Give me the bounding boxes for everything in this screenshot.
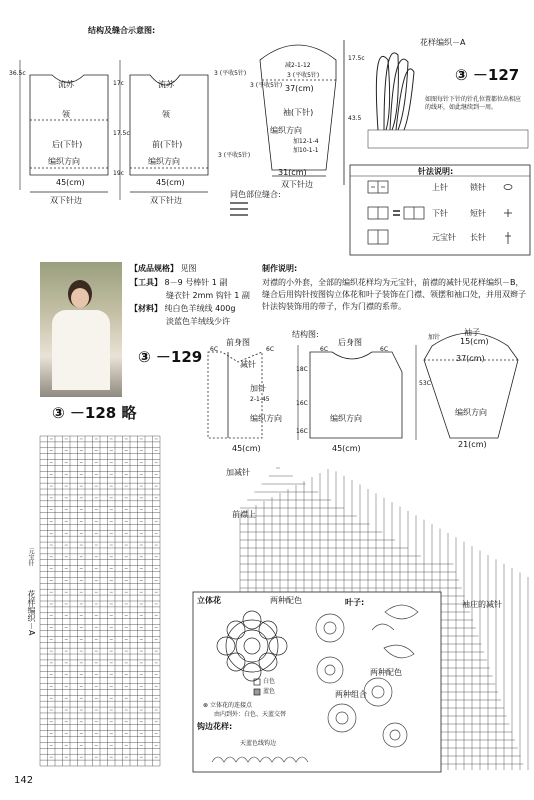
legend-item-1-symbol: 锁针: [470, 183, 486, 192]
structure-title: 结构及缝合示意图:: [88, 26, 156, 35]
blue-legend: 蓝色: [263, 688, 276, 695]
spec-material: [130, 304, 235, 314]
model-face: [71, 288, 89, 308]
legend-title: 针法说明:: [418, 167, 454, 176]
pattern-a-loops: [376, 53, 414, 130]
height-label-2: 17c: [113, 80, 124, 87]
chart-right-label: 袖庄的减针: [462, 600, 502, 609]
structure-label: 结构图:: [292, 330, 319, 339]
sleeve-inc-label: 加针: [428, 334, 441, 341]
front-width-label: 45(cm): [156, 178, 185, 187]
chart-left-note: 元宝针: [27, 548, 34, 566]
front-neck-label: 领: [162, 110, 170, 119]
height-16c: 16C: [296, 400, 308, 407]
legend-stitch-marks: [504, 209, 512, 244]
front-rib-label: 双下针边: [150, 196, 182, 205]
spec-tools-value-2: 缝衣针 2mm 钩针 1 副: [166, 291, 250, 300]
back-piece-outline: [310, 352, 402, 438]
front-inc-rule: 2-1-45: [250, 396, 270, 403]
spec-size-value: 见图: [180, 264, 197, 273]
spec-size: [130, 264, 197, 274]
page-number: 142: [14, 775, 34, 786]
leaf-two-colors: 两种配色: [370, 668, 402, 677]
front-inc-label: 加针: [250, 384, 266, 393]
legend-item-3-label: 元宝针: [432, 233, 456, 242]
sleeve-height-1: 17.5c: [348, 55, 365, 62]
front-6c-left: 6C: [210, 346, 219, 353]
back-neck-label: 领: [62, 110, 70, 119]
sleeve-piece-outline: [424, 333, 518, 438]
back-dir-label: 编织方向: [330, 414, 362, 423]
sleeve-dir-label: 编织方向: [455, 408, 487, 417]
code-128: ③ －128 略: [52, 404, 137, 422]
legend-item-2-symbol: 短针: [470, 209, 486, 218]
height-label-1: 36.5c: [9, 70, 26, 77]
flower-title: 立体花: [197, 596, 221, 605]
same-color-marks: [230, 203, 248, 215]
sleeve-height-2: 43.5: [348, 115, 362, 122]
front-dir-label: 编织方向: [250, 414, 282, 423]
legend-equals: [393, 211, 400, 215]
spec-material-label: 【材料】: [130, 304, 162, 313]
chart-left-label: 花样编织－A: [27, 590, 36, 636]
spec-tools-value: 8－9 号棒针 1 副: [164, 278, 228, 287]
back-6c-left: 6C: [320, 346, 329, 353]
legend-item-2-label: 下针: [432, 209, 448, 218]
front-dec-label: 减针: [240, 360, 256, 369]
back-width-label: 45(cm): [56, 178, 85, 187]
pattern-a-grid: [368, 130, 528, 148]
height-label-3: 17.5c: [113, 130, 130, 137]
back-fringe-label: 流苏: [58, 80, 74, 89]
sleeve-bottom-width: 31(cm): [278, 168, 307, 177]
pattern-a-desc: 如图每针下针的针孔位置都位出相应的线环，如此继续到一周。: [425, 96, 522, 111]
chart-top-label: 加减针: [226, 468, 250, 477]
spec-material-value: 纯白色羊绒线 400g: [164, 304, 236, 313]
sleeve-flat-bottom: 3 (平收5针): [218, 152, 251, 159]
front-piece-label: 前身图: [226, 338, 250, 347]
back-panel-outline: [30, 75, 108, 192]
front-panel-outline: [130, 75, 208, 192]
sleeve-width-37: 37(cm): [456, 354, 485, 363]
sleeve-flat-right: 3 (平收5针): [250, 82, 283, 89]
sleeve-width-15: 15(cm): [460, 337, 489, 346]
white-legend: 白色: [263, 678, 276, 685]
edge-title: 钩边花样:: [197, 722, 233, 731]
sleeve-decrease-2: 3 (平收5针): [287, 72, 320, 79]
front-label: 前(下针): [152, 140, 183, 149]
sleeve-direction: 编织方向: [270, 126, 302, 135]
product-photo: [40, 262, 122, 397]
sleeve-flat-left: 3 (平收5针): [214, 70, 247, 77]
height-label-4: 19c: [113, 170, 124, 177]
spec-material-value-2: 淡蓝色羊绒线少许: [166, 317, 230, 326]
edge-note: 天蓝色线钩边: [240, 740, 277, 747]
height-16c-b: 16C: [296, 428, 308, 435]
spec-tools: [130, 278, 227, 288]
sleeve-top-width: 37(cm): [285, 84, 314, 93]
front-fringe-label: 流苏: [158, 80, 174, 89]
back-6c-right: 6C: [380, 346, 389, 353]
spec-tools-label: 【工具】: [130, 278, 162, 287]
legend-item-3-symbol: 长针: [470, 233, 486, 242]
back-piece-label: 后身图: [338, 338, 362, 347]
chart-left-grid: [40, 436, 160, 766]
connect-note: ⊗ 立体花的连接点: [203, 702, 252, 709]
instructions-body: 对襟的小外套，全部的编织花样均为元宝针，前襟的减针见花样编织－B，缝合后用钩针按图钩立体花和叶子装饰在门襟、领摆和袖口处，并用双辫子针法钩装饰用的带子，作为门襟的系带。: [262, 278, 526, 311]
height-53c: 53C: [419, 380, 431, 387]
model-cardigan: [52, 310, 110, 390]
sleeve-piece-label: 袖子: [464, 328, 480, 337]
sleeve-increase-2: 加10-1-1: [293, 147, 319, 154]
code-127: ③ －127: [455, 66, 520, 84]
front-direction-label: 编织方向: [148, 157, 180, 166]
flower-two-colors: 两种配色: [270, 596, 302, 605]
sleeve-increase-1: 加12-1-4: [293, 138, 319, 145]
sleeve-width-21: 21(cm): [458, 440, 487, 449]
sleeve-rib-label: 双下针边: [281, 180, 313, 189]
same-color-label: 同色部位缝合:: [230, 190, 281, 199]
sleeve-decrease: 减2-1-12: [285, 62, 311, 69]
chart-front-label: 前襟上: [232, 510, 256, 519]
instructions-title: 制作说明:: [262, 264, 298, 273]
back-label: 后(下针): [52, 140, 83, 149]
sleeve-label: 袖(下针): [283, 108, 314, 117]
back-width-45: 45(cm): [332, 444, 361, 453]
front-6c-right: 6C: [266, 346, 275, 353]
connect-note-2: 由内到外：白色、天蓝交替: [214, 711, 287, 718]
back-rib-label: 双下针边: [50, 196, 82, 205]
pattern-a-title: 花样编织－A: [420, 38, 466, 47]
connect-note-text: 立体花的连接点: [209, 702, 252, 709]
leaf-label: 叶子:: [345, 598, 365, 607]
legend-item-1-label: 上针: [432, 183, 448, 192]
back-direction-label: 编织方向: [48, 157, 80, 166]
front-width-45: 45(cm): [232, 444, 261, 453]
height-18c: 18C: [296, 366, 308, 373]
combo-label: 两种组合: [335, 690, 367, 699]
code-129: ③ －129: [138, 348, 203, 366]
spec-size-label: 【成品规格】: [130, 264, 178, 273]
